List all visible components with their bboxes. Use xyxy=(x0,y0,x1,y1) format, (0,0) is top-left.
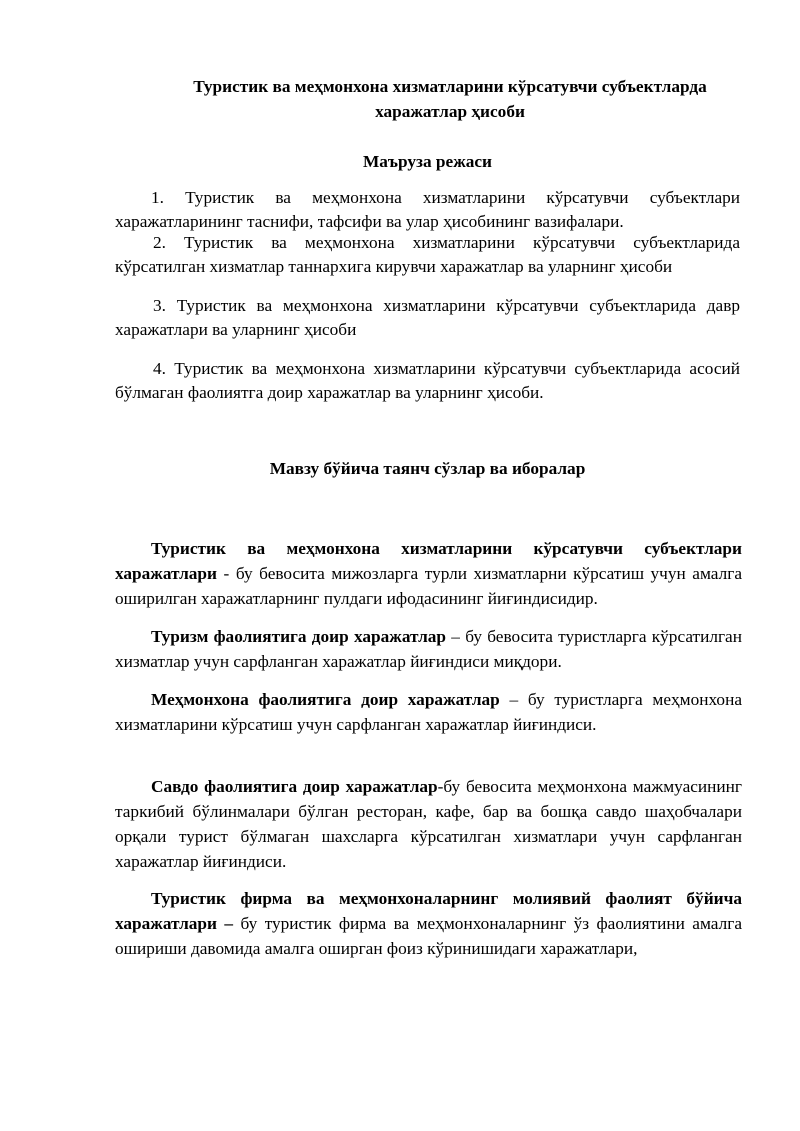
term-definition: – бу бевосита туристларга кўрсатилган хизматлар учун сарфланган харажатлар йиғиндиси миқдори. xyxy=(115,627,742,671)
plan-item-4: 4. Туристик ва меҳмонхона хизматларини кўрсатувчи субъектларида асосий бўлмаган фаолиятга доир харажатлар ва уларнинг ҳисоби. xyxy=(115,359,740,402)
plan-item-1: 1. Туристик ва меҳмонхона хизматларини кўрсатувчи субъектлари харажатларининг таснифи, тафсифи ва улар ҳисобининг вазифалари. xyxy=(115,188,740,231)
term-name: Туризм фаолиятига доир харажатлар xyxy=(151,627,447,646)
term-name: Туристик фирма ва меҳмонхоналарнинг молиявий фаолият бўйича харажатлари – xyxy=(115,889,742,933)
term-paragraph-2 xyxy=(115,624,742,674)
page-title: Туристик ва меҳмонхона хизматларини кўрсатувчи субъектларда харажатлар ҳисоби xyxy=(193,77,707,121)
term-definition: -бу бевосита меҳмонхона мажмуасининг таркибий бўлинмалари бўлган ресторан, кафе, бар ва бошқа савдо шаҳобчалари орқали турист бўлмаган шахсларга кўрсатилган хизматлари учун сарфланган харажатлар йиғиндиси. xyxy=(115,777,743,871)
keywords-heading: Мавзу бўйича таянч сўзлар ва иборалар xyxy=(269,459,586,478)
term-paragraph-3 xyxy=(115,687,742,737)
term-paragraph-4 xyxy=(115,774,742,874)
term-name: Савдо фаолиятига доир харажатлар xyxy=(151,777,438,796)
term-definition: – бу туристларга меҳмонхона хизматларини кўрсатиш учун сарфланган харажатлар йиғиндиси. xyxy=(115,690,742,734)
plan-heading: Маъруза режаси xyxy=(362,152,493,171)
plan-item-3: 3. Туристик ва меҳмонхона хизматларини кўрсатувчи субъектларида давр харажатлари ва уларнинг ҳисоби xyxy=(115,296,740,339)
term-name: Туристик ва меҳмонхона хизматларини кўрсатувчи субъектлари харажатлари xyxy=(115,539,742,583)
term-name: Меҳмонхона фаолиятига доир харажатлар xyxy=(151,690,500,709)
plan-item-2: 2. Туристик ва меҳмонхона хизматларини кўрсатувчи субъектларида кўрсатилган хизматлар таннархига кирувчи харажатлар ва уларнинг ҳисоби xyxy=(115,233,740,276)
term-paragraph-5 xyxy=(115,886,742,961)
term-paragraph-1 xyxy=(115,536,742,611)
term-definition: - бу бевосита мижозларга турли хизматларни кўрсатиш учун амалга оширилган харажатларнинг пулдаги ифодасининг йиғиндисидир. xyxy=(115,564,742,608)
term-definition: бу туристик фирма ва меҳмонхоналарнинг ўз фаолиятини амалга ошириши давомида амалга оширган фоиз кўринишидаги харажатлари, xyxy=(115,914,742,958)
